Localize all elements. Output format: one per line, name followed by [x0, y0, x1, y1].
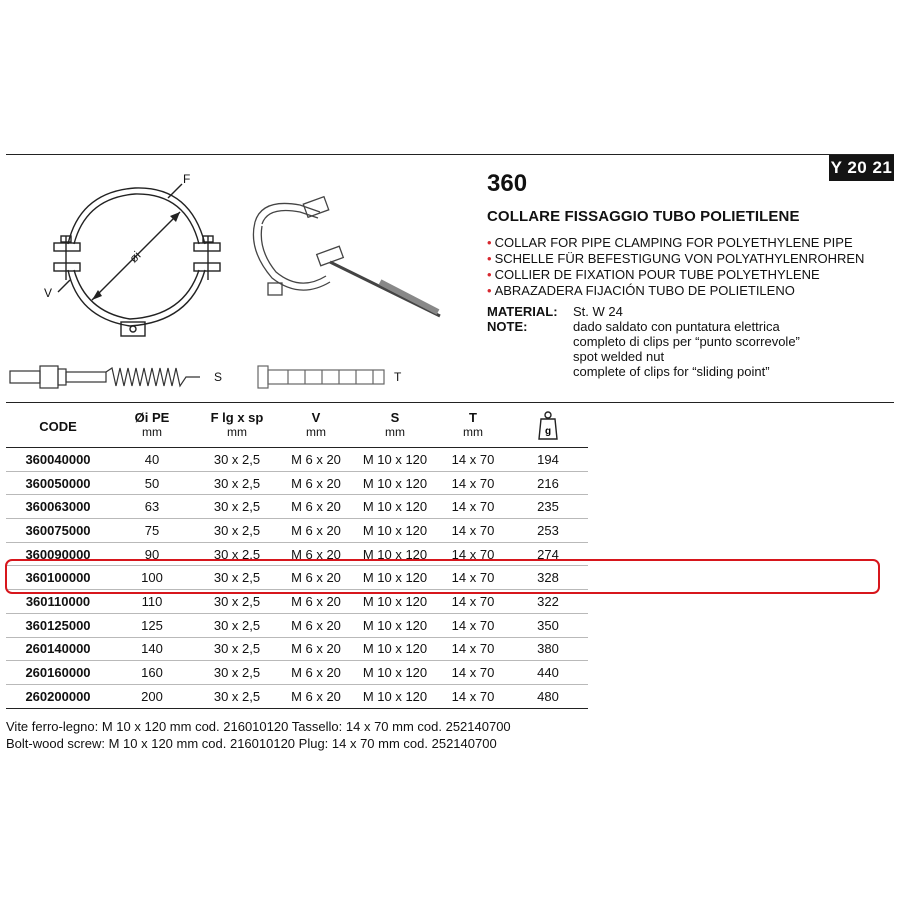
product-code-table	[6, 408, 588, 709]
year-badge: Y 20 21	[829, 155, 894, 181]
note-lines	[573, 319, 800, 379]
drawing-label-v: V	[44, 286, 53, 300]
cell-diameter: 100	[110, 566, 194, 590]
cell-flat: 30 x 2,5	[194, 542, 280, 566]
cell-v: M 6 x 20	[280, 661, 352, 685]
note-line: spot welded nut	[573, 349, 665, 364]
cell-diameter: 75	[110, 519, 194, 543]
weight-icon	[537, 410, 559, 440]
cell-diameter: 125	[110, 613, 194, 637]
footnote	[6, 718, 511, 752]
cell-v: M 6 x 20	[280, 495, 352, 519]
cell-weight: 350	[508, 613, 588, 637]
note-line: complete of clips for “sliding point”	[573, 364, 770, 379]
table-row	[6, 637, 588, 661]
cell-weight: 235	[508, 495, 588, 519]
top-divider	[6, 154, 894, 155]
note-line: dado saldato con puntatura elettrica	[573, 319, 780, 334]
table-body	[6, 448, 588, 709]
cell-weight: 274	[508, 542, 588, 566]
translation-item: • ABRAZADERA FIJACIÓN TUBO DE POLIETILENO	[487, 283, 795, 298]
cell-s: M 10 x 120	[352, 448, 438, 472]
table-row	[6, 471, 588, 495]
bullet-icon: •	[487, 235, 492, 250]
product-specs	[487, 304, 800, 379]
section-divider	[6, 402, 894, 403]
note-label: NOTE:	[487, 319, 528, 334]
cell-code: 260200000	[6, 684, 110, 708]
table-row	[6, 613, 588, 637]
header-t: T mm	[463, 410, 483, 439]
footnote-line-it: Vite ferro-legno: M 10 x 120 mm cod. 216010120 Tassello: 14 x 70 mm cod. 252140700	[6, 719, 511, 734]
cell-weight: 440	[508, 661, 588, 685]
note-row	[487, 319, 800, 379]
cell-t: 14 x 70	[438, 566, 508, 590]
cell-flat: 30 x 2,5	[194, 613, 280, 637]
cell-code: 260160000	[6, 661, 110, 685]
cell-v: M 6 x 20	[280, 684, 352, 708]
table-row	[6, 519, 588, 543]
table-row	[6, 495, 588, 519]
cell-v: M 6 x 20	[280, 542, 352, 566]
cell-flat: 30 x 2,5	[194, 519, 280, 543]
cell-s: M 10 x 120	[352, 471, 438, 495]
header-weight	[508, 408, 588, 448]
cell-flat: 30 x 2,5	[194, 637, 280, 661]
cell-s: M 10 x 120	[352, 566, 438, 590]
table-row	[6, 566, 588, 590]
cell-s: M 10 x 120	[352, 637, 438, 661]
table-row	[6, 542, 588, 566]
cell-diameter: 50	[110, 471, 194, 495]
material-row	[487, 304, 800, 319]
cell-flat: 30 x 2,5	[194, 448, 280, 472]
table-row	[6, 684, 588, 708]
note-line: completo di clips per “punto scorrevole”	[573, 334, 800, 349]
material-value: St. W 24	[573, 304, 623, 319]
cell-flat: 30 x 2,5	[194, 495, 280, 519]
header-diameter: Øi PE mm	[134, 410, 170, 439]
bullet-icon: •	[487, 267, 492, 282]
cell-s: M 10 x 120	[352, 542, 438, 566]
product-title: COLLARE FISSAGGIO TUBO POLIETILENE	[487, 208, 800, 225]
table-header-row	[6, 408, 588, 448]
cell-weight: 328	[508, 566, 588, 590]
cell-flat: 30 x 2,5	[194, 590, 280, 614]
cell-weight: 194	[508, 448, 588, 472]
cell-s: M 10 x 120	[352, 495, 438, 519]
product-number: 360	[487, 170, 528, 197]
cell-v: M 6 x 20	[280, 519, 352, 543]
cell-diameter: 200	[110, 684, 194, 708]
cell-t: 14 x 70	[438, 590, 508, 614]
cell-v: M 6 x 20	[280, 448, 352, 472]
cell-t: 14 x 70	[438, 637, 508, 661]
cell-v: M 6 x 20	[280, 471, 352, 495]
cell-v: M 6 x 20	[280, 590, 352, 614]
cell-code: 360090000	[6, 542, 110, 566]
drawing-label-oi: øi	[126, 248, 144, 266]
cell-t: 14 x 70	[438, 542, 508, 566]
cell-code: 360063000	[6, 495, 110, 519]
translation-item: • COLLIER DE FIXATION POUR TUBE POLYETHYLENE	[487, 267, 820, 282]
cell-code: 360040000	[6, 448, 110, 472]
cell-v: M 6 x 20	[280, 637, 352, 661]
cell-diameter: 160	[110, 661, 194, 685]
cell-code: 360075000	[6, 519, 110, 543]
cell-weight: 216	[508, 471, 588, 495]
cell-code: 360110000	[6, 590, 110, 614]
material-label: MATERIAL:	[487, 304, 558, 319]
translation-item: • SCHELLE FÜR BEFESTIGUNG VON POLYATHYLENROHREN	[487, 251, 865, 266]
header-code: CODE	[39, 419, 77, 434]
cell-s: M 10 x 120	[352, 684, 438, 708]
translation-item: • COLLAR FOR PIPE CLAMPING FOR POLYETHYLENE PIPE	[487, 235, 853, 250]
cell-t: 14 x 70	[438, 471, 508, 495]
cell-t: 14 x 70	[438, 519, 508, 543]
cell-s: M 10 x 120	[352, 519, 438, 543]
cell-v: M 6 x 20	[280, 566, 352, 590]
cell-code: 260140000	[6, 637, 110, 661]
cell-weight: 253	[508, 519, 588, 543]
cell-s: M 10 x 120	[352, 613, 438, 637]
table-row	[6, 590, 588, 614]
cell-flat: 30 x 2,5	[194, 661, 280, 685]
clamp-technical-drawing	[0, 160, 480, 400]
header-s: S mm	[385, 410, 405, 439]
cell-t: 14 x 70	[438, 661, 508, 685]
cell-t: 14 x 70	[438, 495, 508, 519]
cell-s: M 10 x 120	[352, 661, 438, 685]
cell-weight: 480	[508, 684, 588, 708]
cell-diameter: 110	[110, 590, 194, 614]
cell-t: 14 x 70	[438, 684, 508, 708]
cell-flat: 30 x 2,5	[194, 566, 280, 590]
cell-t: 14 x 70	[438, 613, 508, 637]
cell-flat: 30 x 2,5	[194, 471, 280, 495]
cell-diameter: 63	[110, 495, 194, 519]
drawing-label-t: T	[394, 370, 402, 384]
cell-code: 360100000	[6, 566, 110, 590]
svg-text:g: g	[544, 426, 552, 437]
bullet-icon: •	[487, 283, 492, 298]
header-flat: F lg x sp mm	[210, 410, 264, 439]
cell-v: M 6 x 20	[280, 613, 352, 637]
cell-t: 14 x 70	[438, 448, 508, 472]
drawing-label-f: F	[183, 172, 191, 186]
cell-diameter: 90	[110, 542, 194, 566]
cell-diameter: 40	[110, 448, 194, 472]
table-row	[6, 448, 588, 472]
cell-code: 360050000	[6, 471, 110, 495]
bullet-icon: •	[487, 251, 492, 266]
footnote-line-en: Bolt-wood screw: M 10 x 120 mm cod. 216010120 Plug: 14 x 70 mm cod. 252140700	[6, 736, 497, 751]
cell-code: 360125000	[6, 613, 110, 637]
translation-list	[487, 235, 864, 299]
cell-weight: 380	[508, 637, 588, 661]
cell-flat: 30 x 2,5	[194, 684, 280, 708]
header-v: V mm	[306, 410, 326, 439]
table-row	[6, 661, 588, 685]
drawing-label-s: S	[214, 370, 223, 384]
cell-weight: 322	[508, 590, 588, 614]
cell-diameter: 140	[110, 637, 194, 661]
cell-s: M 10 x 120	[352, 590, 438, 614]
